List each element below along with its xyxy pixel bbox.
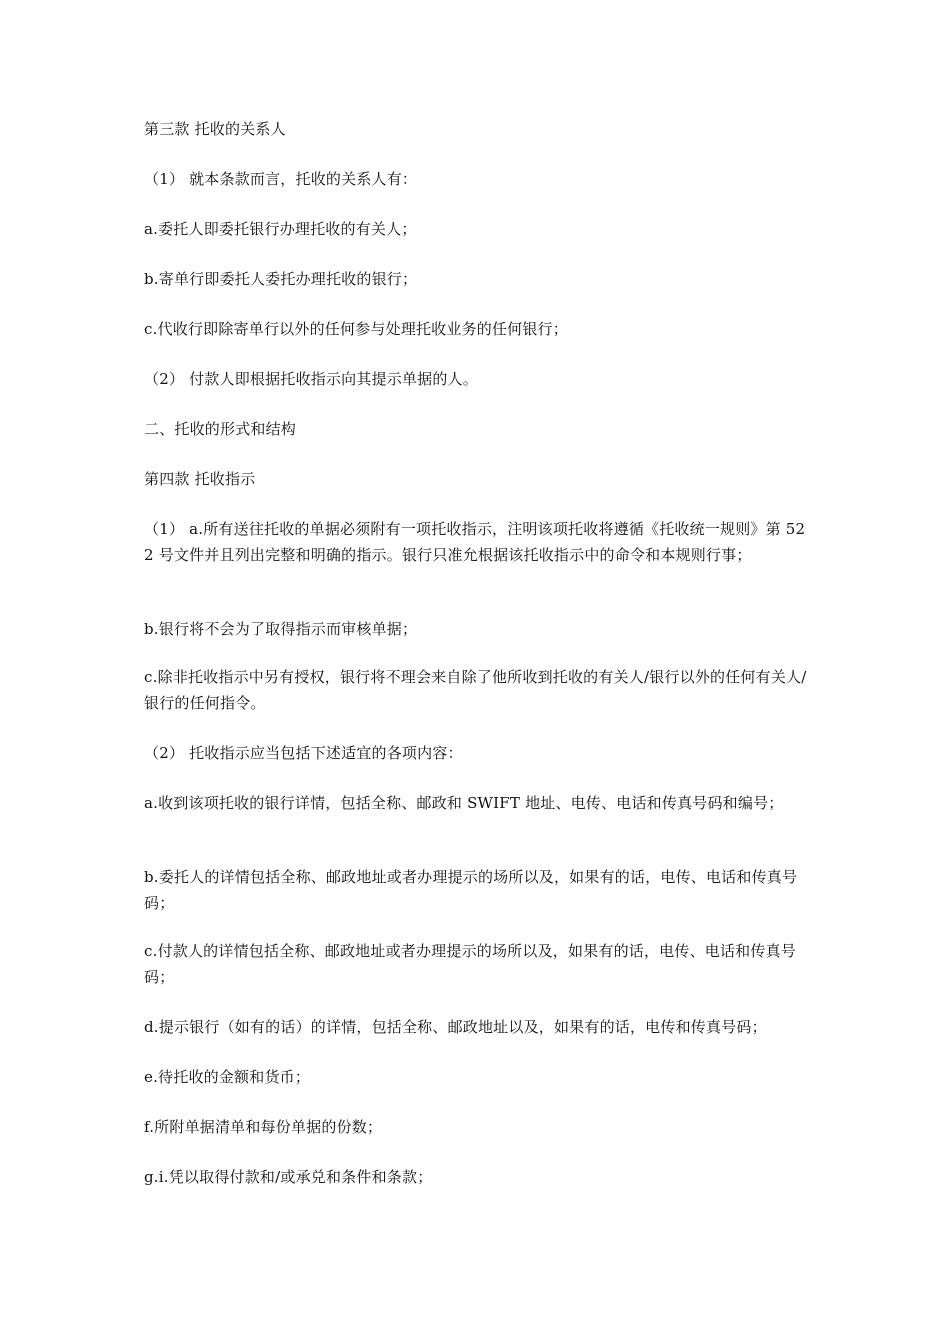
section-heading: 二、托收的形式和结构	[144, 420, 297, 438]
paragraph: f.所附单据清单和每份单据的份数；	[144, 1118, 383, 1136]
paragraph: （1） 就本条款而言，托收的关系人有：	[144, 170, 418, 188]
paragraph: （1） a.所有送往托收的单据必须附有一项托收指示，注明该项托收将遵循《托收统一规则》第 522 号文件并且列出完整和明确的指示。银行只准允根据该托收指示中的命令和本规则行事；	[144, 520, 806, 564]
paragraph: d.提示银行（如有的话）的详情，包括全称、邮政地址以及，如果有的话，电传和传真号码；	[144, 1018, 767, 1036]
paragraph: （2） 托收指示应当包括下述适宜的各项内容：	[144, 744, 463, 762]
section-heading: 第三款 托收的关系人	[144, 120, 286, 138]
paragraph: c.代收行即除寄单行以外的任何参与处理托收业务的任何银行；	[144, 320, 568, 338]
paragraph: a.收到该项托收的银行详情，包括全称、邮政和 SWIFT 地址、电传、电话和传真号码和编号；	[144, 794, 784, 812]
section-heading: 第四款 托收指示	[144, 470, 256, 488]
paragraph: g.i.凭以取得付款和/或承兑和条件和条款；	[144, 1168, 433, 1186]
paragraph: （2） 付款人即根据托收指示向其提示单据的人。	[144, 370, 478, 388]
paragraph: a.委托人即委托银行办理托收的有关人；	[144, 220, 417, 238]
paragraph: c.付款人的详情包括全称、邮政地址或者办理提示的场所以及，如果有的话，电传、电话和传真号码；	[144, 942, 796, 986]
paragraph: e.待托收的金额和货币；	[144, 1068, 311, 1086]
paragraph: b.银行将不会为了取得指示而审核单据；	[144, 620, 418, 638]
paragraph: b.寄单行即委托人委托办理托收的银行；	[144, 270, 418, 288]
paragraph: c.除非托收指示中另有授权，银行将不理会来自除了他所收到托收的有关人/银行以外的任何有关人/银行的任何指令。	[144, 668, 807, 712]
paragraph: b.委托人的详情包括全称、邮政地址或者办理提示的场所以及，如果有的话，电传、电话和传真号码；	[144, 868, 798, 912]
